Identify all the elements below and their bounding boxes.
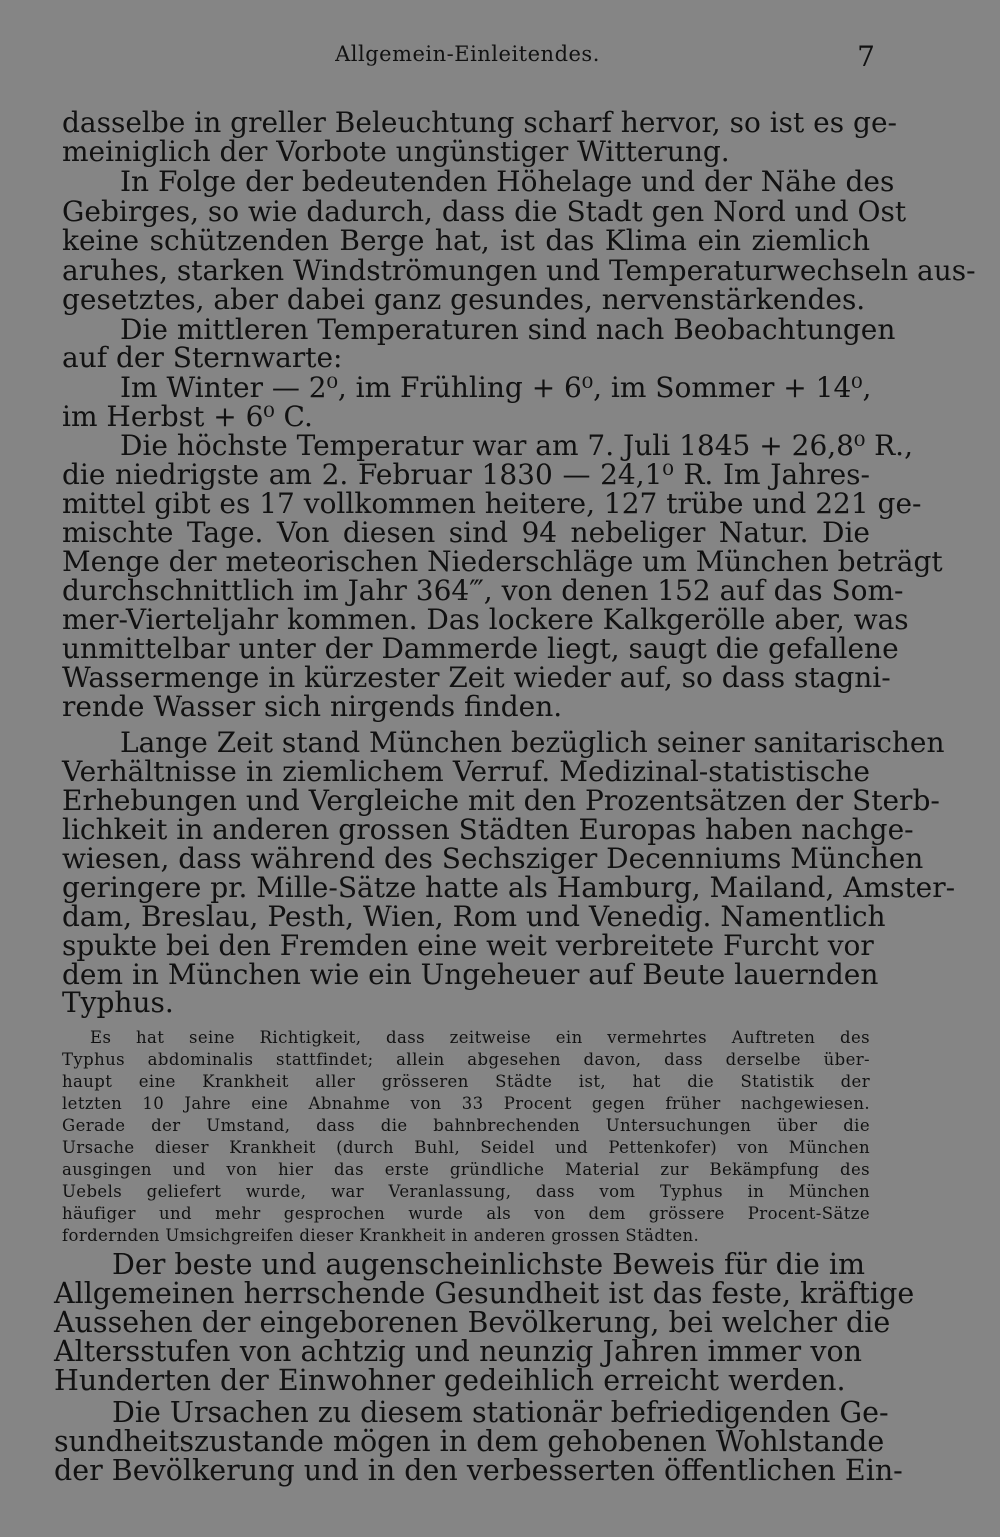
note-line: häufiger und mehr gesprochen wurde als von dem grössere Procent-Sätze — [62, 1204, 870, 1223]
body-line: Lange Zeit stand München bezüglich seiner sanitarischen — [120, 726, 945, 759]
body-line: die niedrigste am 2. Februar 1830 — 24,1⁰ R. Im Jahres- — [62, 458, 870, 491]
body-line: sundheitszustande mögen in dem gehobenen Wohlstande — [54, 1425, 885, 1458]
running-head: Allgemein-Einleitendes. — [335, 42, 600, 66]
page-header — [60, 40, 875, 76]
body-line: der Bevölkerung und in den verbesserten öffentlichen Ein- — [54, 1454, 903, 1487]
body-line: Der beste und augenscheinlichste Beweis für die im — [112, 1248, 866, 1281]
body-line: Aussehen der eingeborenen Bevölkerung, bei welcher die — [54, 1306, 891, 1339]
body-line: im Herbst + 6⁰ C. — [62, 400, 313, 433]
body-line: Altersstufen von achtzig und neunzig Jahren immer von — [54, 1335, 862, 1368]
body-line: Die Ursachen zu diesem stationär befriedigenden Ge- — [112, 1396, 889, 1429]
note-line: letzten 10 Jahre eine Abnahme von 33 Procent gegen früher nachgewiesen. — [62, 1094, 870, 1113]
note-line: Uebels geliefert wurde, war Veranlassung, dass vom Typhus in München — [62, 1182, 870, 1201]
body-line: aruhes, starken Windströmungen und Temperaturwechseln aus- — [62, 254, 976, 287]
body-line: keine schützenden Berge hat, ist das Klima ein ziemlich — [62, 224, 870, 257]
note-line: Typhus abdominalis stattfindet; allein abgesehen davon, dass derselbe über- — [62, 1050, 870, 1069]
body-line: wiesen, dass während des Sechsziger Decenniums München — [62, 842, 924, 875]
body-line: Typhus. — [62, 986, 174, 1019]
body-line: Allgemeinen herrschende Gesundheit ist das feste, kräftige — [54, 1277, 915, 1310]
body-line: In Folge der bedeutenden Höhelage und der Nähe des — [120, 165, 895, 198]
body-line: Hunderten der Einwohner gedeihlich erreicht werden. — [54, 1364, 846, 1397]
body-line: Erhebungen und Vergleiche mit den Prozentsätzen der Sterb- — [62, 784, 940, 817]
note-line: Ursache dieser Krankheit (durch Buhl, Seidel und Pettenkofer) von München — [62, 1138, 870, 1157]
body-line: mittel gibt es 17 vollkommen heitere, 127 trübe und 221 ge- — [62, 487, 922, 520]
body-line: Im Winter — 2⁰, im Frühling + 6⁰, im Sommer + 14⁰, — [120, 371, 872, 404]
body-line: Wassermenge in kürzester Zeit wieder auf, so dass stagni- — [62, 661, 891, 694]
note-line: ausgingen und von hier das erste gründliche Material zur Bekämpfung des — [62, 1160, 870, 1179]
body-line: lichkeit in anderen grossen Städten Europas haben nachge- — [62, 813, 914, 846]
body-line: dasselbe in greller Beleuchtung scharf hervor, so ist es ge- — [62, 106, 897, 139]
body-line: Gebirges, so wie dadurch, dass die Stadt gen Nord und Ost — [62, 195, 907, 228]
body-line: auf der Sternwarte: — [62, 341, 343, 374]
body-line: durchschnittlich im Jahr 364‴, von denen 152 auf das Som- — [62, 574, 904, 607]
body-line: Menge der meteorischen Niederschläge um München beträgt — [62, 545, 943, 578]
body-line: mischte Tage. Von diesen sind 94 nebeliger Natur. Die — [62, 516, 870, 549]
body-line: unmittelbar unter der Dammerde liegt, saugt die gefallene — [62, 632, 899, 665]
body-line: geringere pr. Mille-Sätze hatte als Hamburg, Mailand, Amster- — [62, 871, 956, 904]
note-line: fordernden Umsichgreifen dieser Krankheit in anderen grossen Städten. — [62, 1226, 700, 1245]
body-line: spukte bei den Fremden eine weit verbreitete Furcht vor — [62, 929, 874, 962]
body-line: dam, Breslau, Pesth, Wien, Rom und Venedig. Namentlich — [62, 900, 886, 933]
note-line: haupt eine Krankheit aller grösseren Städte ist, hat die Statistik der — [62, 1072, 870, 1091]
body-line: Verhältnisse in ziemlichem Verruf. Medizinal-statistische — [62, 755, 870, 788]
note-line: Es hat seine Richtigkeit, dass zeitweise ein vermehrtes Auftreten des — [90, 1028, 870, 1047]
body-line: meiniglich der Vorbote ungünstiger Witterung. — [62, 135, 730, 168]
note-line: Gerade der Umstand, dass die bahnbrechenden Untersuchungen über die — [62, 1116, 870, 1135]
body-line: rende Wasser sich nirgends finden. — [62, 690, 563, 723]
body-line: gesetztes, aber dabei ganz gesundes, nervenstärkendes. — [62, 283, 866, 316]
body-line: dem in München wie ein Ungeheuer auf Beute lauernden — [62, 958, 879, 991]
body-line: mer-Vierteljahr kommen. Das lockere Kalkgerölle aber, was — [62, 603, 909, 636]
body-line: Die mittleren Temperaturen sind nach Beobachtungen — [120, 313, 896, 346]
page-number: 7 — [857, 40, 875, 73]
body-line: Die höchste Temperatur war am 7. Juli 1845 + 26,8⁰ R., — [120, 429, 913, 462]
